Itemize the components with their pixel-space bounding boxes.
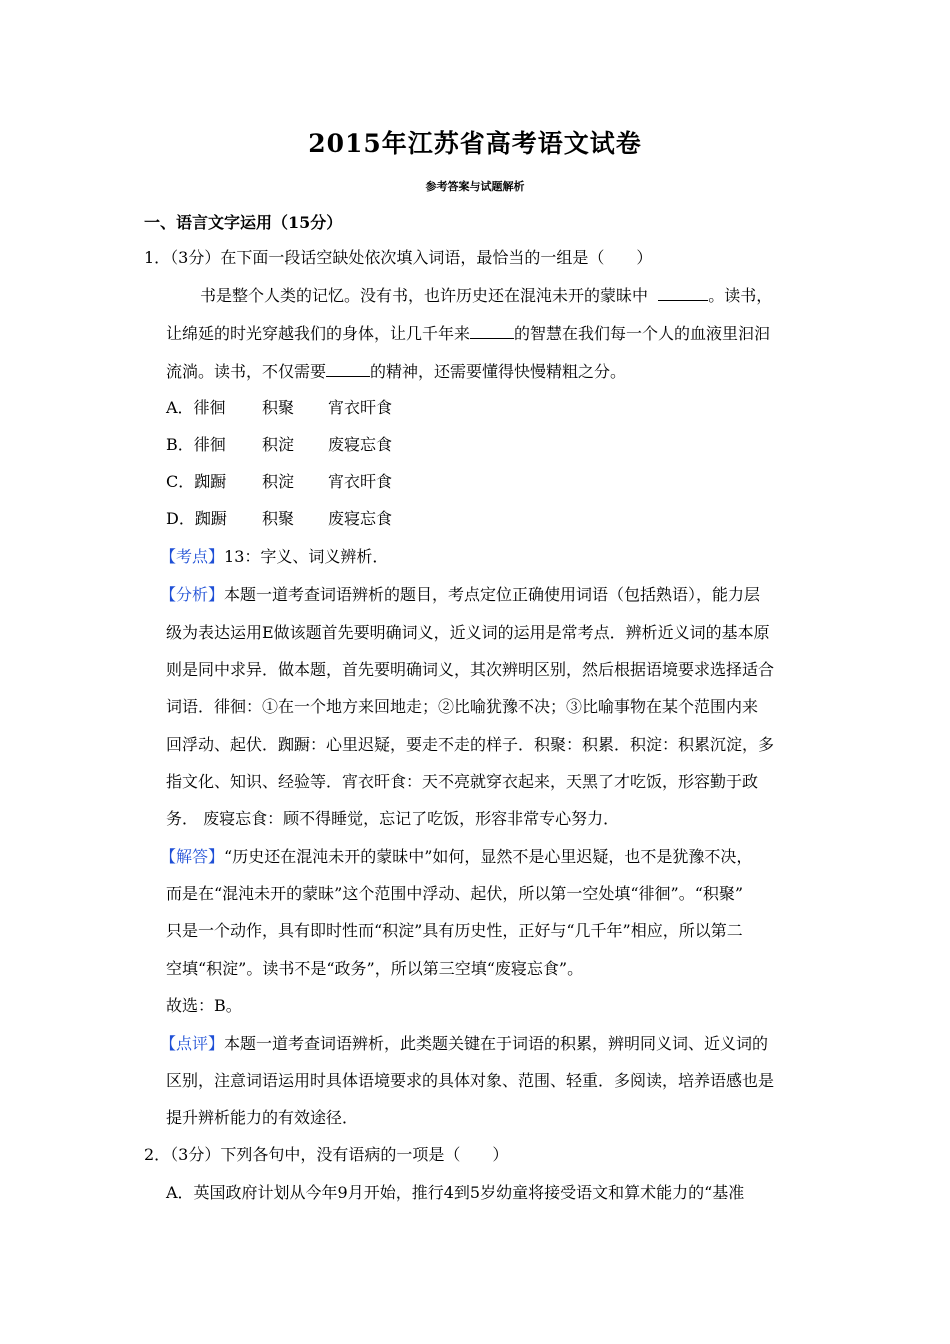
dianping-line: 区别，注意词语运用时具体语境要求的具体对象、范围、轻重．多阅读，培养语感也是 [166, 1071, 775, 1090]
question-2-stem: 2．（3分）下列各句中，没有语病的一项是（ ） [144, 1145, 509, 1164]
question-1-passage-line: 让绵延的时光穿越我们的身体，让几千年来 的智慧在我们每一个人的血液里汩汩 [166, 324, 771, 343]
fenxi-line: 【分析】本题一道考查词语辨析的题目，考点定位正确使用词语（包括熟语），能力层 [160, 585, 761, 604]
option-a: A．徘徊 积聚 宵衣旰食 [166, 398, 393, 417]
jieda-line: 空填“积淀”。读书不是“政务”，所以第三空填“废寝忘食”。 [166, 959, 584, 978]
option-d: D．踟蹰 积聚 废寝忘食 [166, 509, 393, 528]
kaodian-line: 【考点】13：字义、词义辨析． [160, 547, 389, 566]
fenxi-tag: 【分析】 [160, 585, 225, 604]
question-1-stem: 1．（3分）在下面一段话空缺处依次填入词语，最恰当的一组是（ ） [144, 248, 653, 267]
jieda-line: 只是一个动作，具有即时性而“积淀”具有历史性，正好与“几千年”相应，所以第二 [166, 921, 743, 940]
page-title: 2015年江苏省高考语文试卷 [308, 129, 642, 158]
kaodian-tag: 【考点】 [160, 547, 225, 566]
dianping-line: 【点评】本题一道考查词语辨析，此类题关键在于词语的积累，辨明同义词、近义词的 [160, 1034, 769, 1053]
dianping-line: 提升辨析能力的有效途径． [166, 1108, 359, 1127]
fenxi-line: 词语．徘徊：①在一个地方来回地走；②比喻犹豫不决；③比喻事物在某个范围内来 [166, 697, 759, 716]
fenxi-line: 则是同中求异．做本题，首先要明确词义，其次辨明区别，然后根据语境要求选择适合 [166, 660, 775, 679]
jieda-tag: 【解答】 [160, 847, 225, 866]
fenxi-line: 务． 废寝忘食：顾不得睡觉，忘记了吃饭，形容非常专心努力． [166, 809, 620, 828]
dianping-tag: 【点评】 [160, 1034, 225, 1053]
answer-blank [470, 324, 514, 339]
answer-choice: 故选：B。 [166, 996, 242, 1015]
fenxi-line: 指文化、知识、经验等．宵衣旰食：天不亮就穿衣起来，天黑了才吃饭，形容勤于政 [166, 772, 759, 791]
jieda-line: 【解答】“历史还在混沌未开的蒙昧中”如何，显然不是心里迟疑，也不是犹豫不决， [160, 847, 753, 866]
question-1-passage-line: 书是整个人类的记忆。没有书，也许历史还在混沌未开的蒙昧中 。读书， [200, 286, 773, 305]
section-heading: 一、语言文字运用（15分） [144, 213, 343, 232]
answer-blank [326, 362, 370, 377]
option-b: B．徘徊 积淀 废寝忘食 [166, 435, 393, 454]
fenxi-line: 级为表达运用E做该题首先要明确词义，近义词的运用是常考点．辨析近义词的基本原 [166, 623, 770, 642]
option-c: C．踟蹰 积淀 宵衣旰食 [166, 472, 393, 491]
question-1-passage-line: 流淌。读书，不仅需要 的精神，还需要懂得快慢精粗之分。 [166, 362, 627, 381]
question-2-option-a: A．英国政府计划从今年9月开始，推行4到5岁幼童将接受语文和算术能力的“基准 [166, 1183, 745, 1202]
fenxi-line: 回浮动、起伏．踟蹰：心里迟疑，要走不走的样子．积聚：积累．积淀：积累沉淀，多 [166, 735, 775, 754]
answer-blank [658, 286, 708, 301]
page-subtitle: 参考答案与试题解析 [425, 180, 525, 193]
jieda-line: 而是在“混沌未开的蒙昧”这个范围中浮动、起伏，所以第一空处填“徘徊”。“积聚” [166, 884, 744, 903]
